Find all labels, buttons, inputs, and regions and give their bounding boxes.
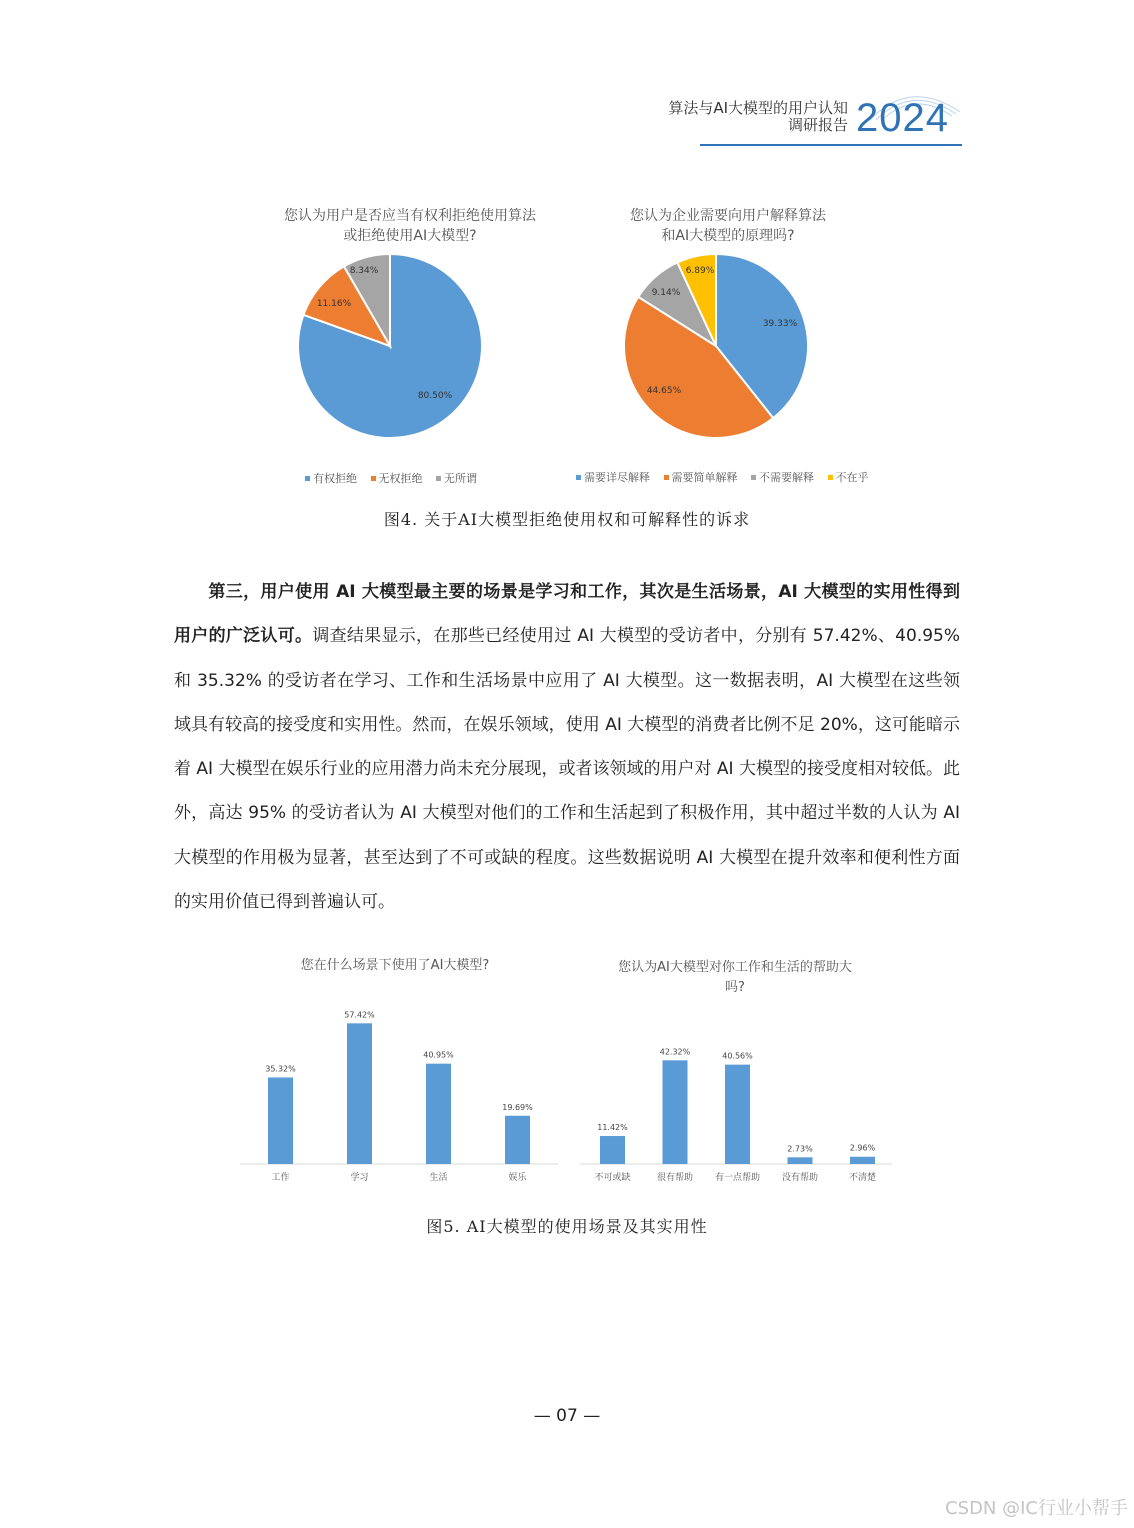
bar1-title: 您在什么场景下使用了AI大模型? — [300, 958, 490, 973]
bar-category-label: 生活 — [429, 1173, 448, 1183]
paragraph-body: 调查结果显示，在那些已经使用过 AI 大模型的受访者中，分别有 57.42%、40.95% 和 35.32% 的受访者在学习、工作和生活场景中应用了 AI 大模型。这一数据表明，AI 大模型在这些领域具有较高的接受度和实用性。然而，在娱乐领域，使用 AI 大模型的消费者比例不足 20%，这可能暗示着 AI 大模型在娱乐行业的应用潜力尚未充分展现，或者该领域的用户对 AI 大模型的接受度相对较低。此外，高达 95% 的受访者认为 AI 大模型对他们的工作和生活起到了积极作用，其中超过半数的人认为 AI 大模型的作用极为显著，甚至达到了不可或缺的程度。这些数据说明 AI 大模型在提升效率和便利性方面的实用价值已得到普遍认可。 — [174, 626, 961, 913]
bar-value-label: 35.32% — [265, 1064, 296, 1074]
header-divider — [700, 144, 962, 146]
page-number: — 07 — — [533, 1406, 601, 1426]
bar-2 — [725, 1065, 750, 1164]
legend-label: 有权拒绝 — [313, 472, 357, 485]
legend-swatch-orange — [664, 475, 669, 480]
legend-swatch-yellow — [828, 475, 833, 480]
bar1-chart — [240, 990, 560, 1190]
report-year: 2024 — [856, 96, 949, 140]
pie1-legend — [305, 470, 487, 486]
bar-category-label: 不可或缺 — [594, 1173, 631, 1183]
pie2-legend-item — [751, 471, 814, 484]
pie2-chart — [606, 236, 826, 456]
bar-1 — [663, 1060, 688, 1164]
bar-value-label: 40.56% — [722, 1051, 753, 1061]
bar-category-label: 没有帮助 — [781, 1173, 819, 1183]
bar-0 — [268, 1077, 293, 1164]
pie2-title-line2: 和AI大模型的原理吗? — [661, 228, 795, 244]
bar-value-label: 2.96% — [849, 1143, 876, 1153]
bar-0 — [600, 1136, 625, 1164]
legend-label: 需要简单解释 — [671, 471, 738, 484]
bar-category-label: 不清楚 — [848, 1173, 877, 1183]
body-paragraph — [174, 570, 960, 924]
bar2-title-line2: 吗? — [725, 980, 745, 995]
legend-swatch-gray — [751, 475, 756, 480]
pie1-legend-item — [371, 472, 423, 485]
bar-category-label: 娱乐 — [508, 1173, 527, 1183]
bar-3 — [505, 1116, 530, 1164]
bar-value-label: 11.42% — [597, 1123, 628, 1133]
pie1-legend-item — [436, 472, 477, 485]
pie1-title-line2: 或拒绝使用AI大模型? — [343, 228, 477, 244]
bar2-title-line1: 您认为AI大模型对你工作和生活的帮助大 — [618, 960, 852, 975]
legend-swatch-blue — [305, 476, 310, 481]
report-title — [668, 100, 848, 134]
bar-2 — [426, 1064, 451, 1164]
pie1-label-indifferent: 8.34% — [349, 266, 379, 276]
bar-3 — [788, 1157, 813, 1164]
pie2-legend — [576, 469, 879, 485]
bar-value-label: 19.69% — [502, 1102, 533, 1112]
bar-category-label: 学习 — [350, 1173, 369, 1183]
figure5-caption: 图5. AI大模型的使用场景及其实用性 — [426, 1217, 708, 1236]
legend-swatch-gray — [436, 476, 441, 481]
pie1-legend-item — [305, 472, 357, 485]
pie2-legend-item — [828, 471, 869, 484]
pie1-title-line1: 您认为用户是否应当有权利拒绝使用算法 — [284, 208, 536, 224]
report-title-line1: 算法与AI大模型的用户认知 — [668, 99, 848, 117]
bar-category-label: 工作 — [271, 1173, 290, 1183]
legend-label: 无权拒绝 — [378, 472, 423, 485]
pie1-label-no-right: 11.16% — [316, 299, 352, 309]
csdn-watermark: CSDN @IC行业小帮手 — [945, 1498, 1128, 1519]
bar-1 — [347, 1023, 372, 1164]
pie2-label-simple: 44.65% — [646, 386, 682, 396]
pie2-label-detailed: 39.33% — [762, 319, 798, 329]
legend-label: 需要详尽解释 — [584, 471, 650, 484]
pie2-title-line1: 您认为企业需要向用户解释算法 — [630, 208, 826, 224]
paragraph-lead: 第三，用户使用 AI 大模型最主要的场景是学习和工作，其次是生活场景，AI 大模型的实用性得到用户的广泛认可。 — [174, 582, 960, 647]
report-title-line2: 调研报告 — [787, 116, 848, 134]
pie2-legend-item — [576, 471, 650, 484]
bar-4 — [850, 1157, 875, 1164]
figure4-caption: 图4. 关于AI大模型拒绝使用权和可解释性的诉求 — [383, 510, 751, 529]
bar-category-label: 有一点帮助 — [714, 1173, 761, 1183]
bar-category-label: 很有帮助 — [656, 1173, 694, 1183]
legend-label: 不在乎 — [835, 471, 869, 484]
bar-value-label: 57.42% — [344, 1010, 375, 1020]
pie2-label-dont-care: 6.89% — [685, 266, 715, 276]
pie1-label-refuse-right: 80.50% — [417, 391, 453, 401]
pie1-chart — [280, 240, 500, 460]
bar-value-label: 42.32% — [659, 1047, 691, 1057]
bar-value-label: 2.73% — [787, 1144, 813, 1154]
legend-swatch-orange — [371, 476, 376, 481]
bar2-chart — [580, 990, 896, 1190]
legend-swatch-blue — [576, 475, 581, 480]
pie2-label-not-needed: 9.14% — [651, 288, 681, 298]
legend-label: 不需要解释 — [759, 471, 814, 484]
legend-label: 无所谓 — [444, 472, 477, 485]
bar-value-label: 40.95% — [423, 1050, 454, 1060]
pie2-legend-item — [664, 471, 738, 484]
